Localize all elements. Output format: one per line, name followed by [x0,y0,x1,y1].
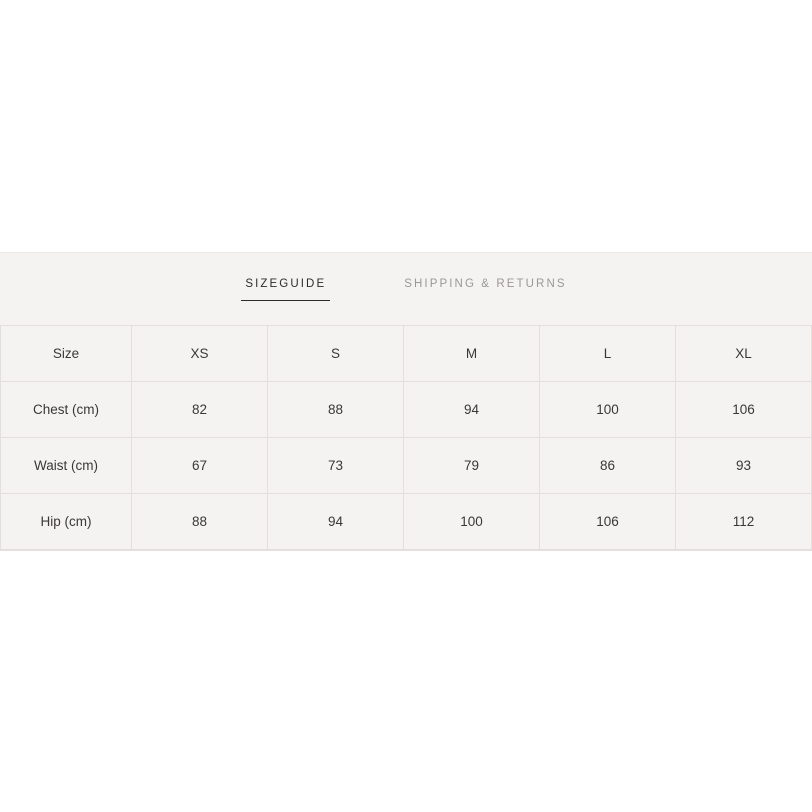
table-header-s: S [268,326,404,382]
table-header-size: Size [1,326,132,382]
cell-waist-l: 86 [540,438,676,494]
cell-chest-s: 88 [268,382,404,438]
tab-shipping-returns[interactable] [400,278,570,301]
row-label-waist: Waist (cm) [1,438,132,494]
cell-waist-xs: 67 [132,438,268,494]
table-header-xs: XS [132,326,268,382]
cell-chest-xs: 82 [132,382,268,438]
table-header-l: L [540,326,676,382]
page-top-blank-area [0,0,812,252]
cell-waist-xl: 93 [676,438,812,494]
cell-hip-m: 100 [404,494,540,550]
row-label-hip: Hip (cm) [1,494,132,550]
cell-chest-m: 94 [404,382,540,438]
tab-sizeguide-label: SIZEGUIDE [245,277,327,290]
cell-hip-l: 106 [540,494,676,550]
cell-chest-xl: 106 [676,382,812,438]
size-guide-panel [0,325,812,550]
cell-hip-s: 94 [268,494,404,550]
table-header-row [1,326,812,382]
cell-hip-xs: 88 [132,494,268,550]
row-label-chest: Chest (cm) [1,382,132,438]
table-header-xl: XL [676,326,812,382]
table-row [1,438,812,494]
size-guide-table [0,325,812,550]
table-header-m: M [404,326,540,382]
tab-shipping-returns-label: SHIPPING & RETURNS [404,277,567,290]
table-row [1,494,812,550]
cell-hip-xl: 112 [676,494,812,550]
cell-chest-l: 100 [540,382,676,438]
table-row [1,382,812,438]
cell-waist-m: 79 [404,438,540,494]
cell-waist-s: 73 [268,438,404,494]
tab-sizeguide[interactable] [241,278,330,301]
page-bottom-blank-area [0,551,812,811]
tabs-section [0,252,812,325]
tab-list [241,278,570,301]
